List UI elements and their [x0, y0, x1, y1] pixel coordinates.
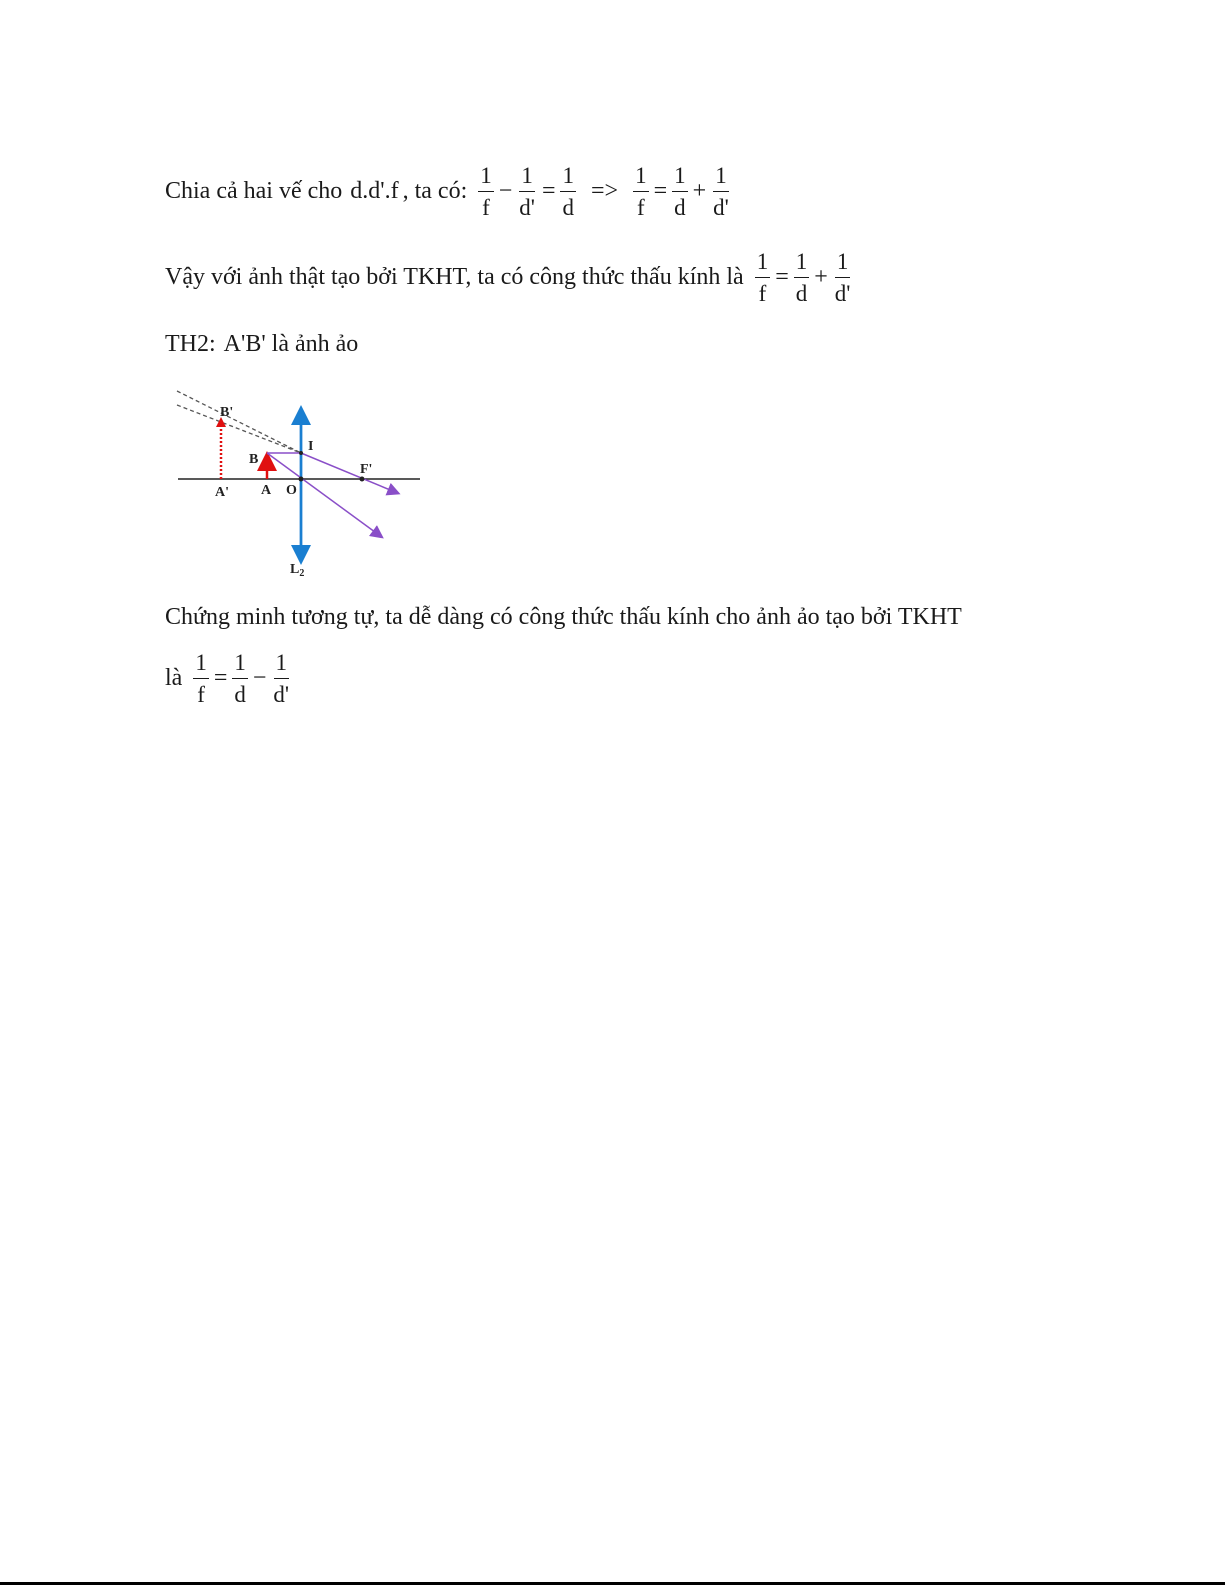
line4-text: Chứng minh tương tự, ta dễ dàng có công thức thấu kính cho ảnh ảo tạo bởi TKHT	[165, 604, 962, 630]
equation-line-5	[165, 650, 294, 708]
proof-sentence	[165, 604, 962, 631]
focus-point	[360, 477, 365, 482]
minus-sign: −	[498, 178, 513, 205]
line2-text: Vậy với ảnh thật tạo bởi TKHT, ta có công thức thấu kính là	[165, 264, 744, 291]
equation-line-2	[165, 249, 855, 307]
lens-ray-diagram	[165, 383, 425, 583]
optical-center-point	[299, 477, 304, 482]
label-b: B	[249, 452, 259, 467]
fraction-1-over-f: $\frac{1}{f}$	[195, 650, 207, 708]
plus-sign: +	[814, 264, 828, 291]
line1-expr: d.d'.f	[350, 178, 399, 205]
line5-text: là	[165, 665, 183, 692]
equals-sign: =	[775, 264, 789, 291]
label-lens: $L_2$	[290, 562, 305, 579]
line1-text: Chia cả hai vế cho	[165, 178, 343, 205]
equals-sign: =	[541, 178, 556, 205]
fraction-1-over-d-prime: $\frac{1}{d'}$	[273, 650, 290, 708]
fraction-1-over-d: $\frac{1}{d}$	[234, 650, 246, 708]
fraction-1-over-f: $\frac{1}{f}$	[480, 163, 492, 221]
label-i: I	[308, 439, 314, 454]
fraction-1-over-d-prime: $\frac{1}{d'}$	[519, 163, 535, 221]
implies-sign: =>	[590, 178, 619, 205]
dashed-ray-extension-2	[177, 405, 301, 453]
label-a-prime: A'	[215, 485, 229, 500]
minus-sign: −	[252, 665, 267, 692]
dashed-ray-extension-1	[177, 391, 301, 453]
case-heading	[165, 331, 358, 358]
incidence-point	[299, 451, 303, 455]
equation-line-1	[165, 163, 734, 221]
fraction-1-over-f: $\frac{1}{f}$	[635, 163, 647, 221]
fraction-1-over-d-prime: $\frac{1}{d'}$	[713, 163, 729, 221]
case-label: TH2:	[165, 331, 216, 357]
label-f-prime: F'	[360, 462, 373, 477]
label-b-prime: B'	[220, 405, 234, 420]
equals-sign: =	[213, 665, 228, 692]
fraction-1-over-f: $\frac{1}{f}$	[756, 249, 769, 307]
case-text: A'B' là ảnh ảo	[223, 331, 359, 357]
equals-sign: =	[653, 178, 668, 205]
fraction-1-over-d: $\frac{1}{d}$	[674, 163, 686, 221]
ray-through-focus	[301, 453, 395, 492]
fraction-1-over-d-prime: $\frac{1}{d'}$	[834, 249, 851, 307]
label-a: A	[261, 483, 272, 498]
label-o: O	[286, 483, 297, 498]
line1-text2: , ta có:	[402, 178, 468, 205]
fraction-1-over-d: $\frac{1}{d}$	[562, 163, 574, 221]
fraction-1-over-d: $\frac{1}{d}$	[795, 249, 808, 307]
plus-sign: +	[692, 178, 707, 205]
